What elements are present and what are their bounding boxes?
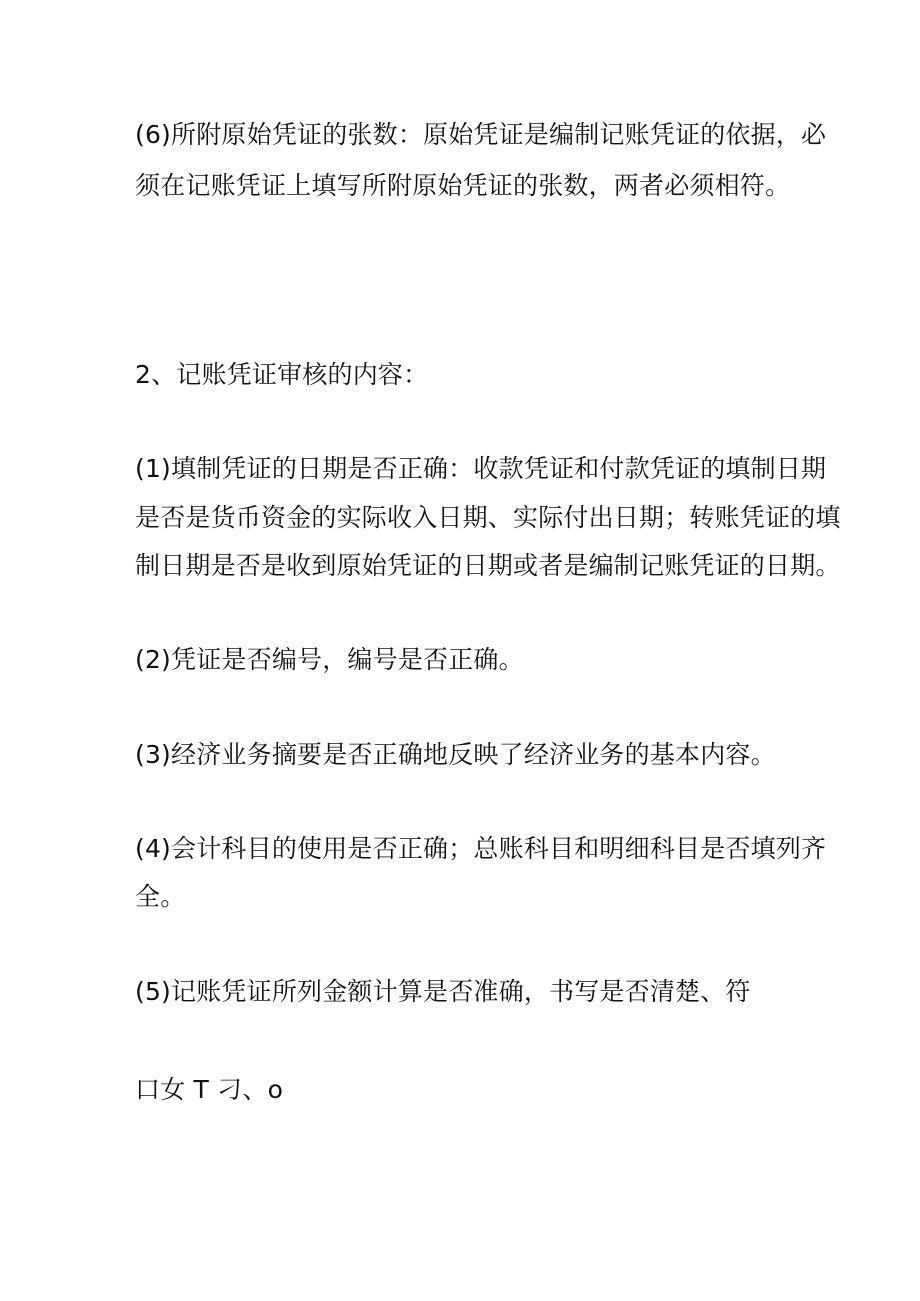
item-4-line-2: 全。 — [135, 882, 186, 911]
section-2-heading: 2、记账凭证审核的内容： — [135, 360, 429, 389]
item-3: (3)经济业务摘要是否正确地反映了经济业务的基本内容。 — [135, 740, 776, 769]
item-1-line-2: 是否是货币资金的实际收入日期、实际付出日期；转账凭证的填 — [135, 503, 841, 532]
item-1-line-1: (1)填制凭证的日期是否正确：收款凭证和付款凭证的填制日期 — [135, 454, 827, 483]
item-5: (5)记账凭证所列金额计算是否准确，书写是否清楚、符 — [135, 977, 751, 1006]
item-6-line-1: (6)所附原始凭证的张数：原始凭证是编制记账凭证的依据，必 — [135, 120, 827, 149]
item-4-line-1: (4)会计科目的使用是否正确；总账科目和明细科目是否填列齐 — [135, 834, 827, 863]
item-6-line-2: 须在记账凭证上填写所附原始凭证的张数，两者必须相符。 — [135, 171, 791, 200]
garbled-fragment: 口女 T 刁、o — [135, 1075, 284, 1104]
item-1-line-3: 制日期是否是收到原始凭证的日期或者是编制记账凭证的日期。 — [135, 551, 841, 580]
item-2: (2)凭证是否编号，编号是否正确。 — [135, 645, 524, 674]
